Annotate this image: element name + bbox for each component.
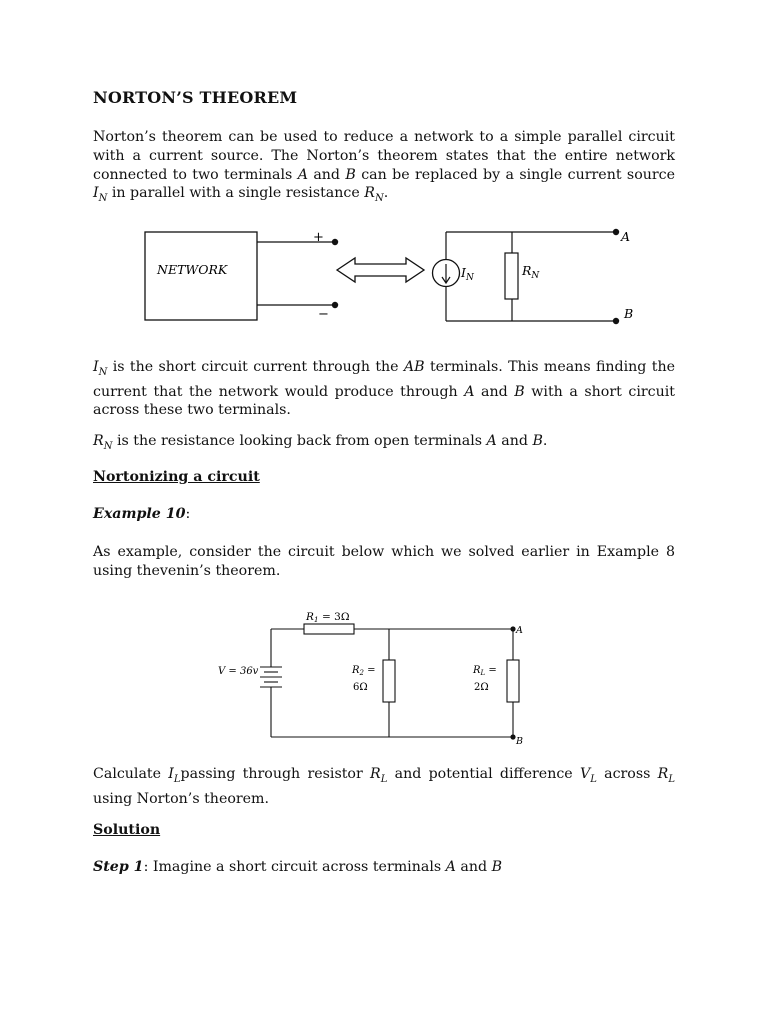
r2-value: 6Ω [353,682,368,693]
rl-label: $R_L$ = [473,665,497,677]
minus-sign: − [318,307,329,322]
double-arrow [337,258,424,282]
terminal-a [510,626,515,631]
rn-description: $R_N$ is the resistance looking back from open terminals A and B. [93,433,548,452]
example-heading: Example 10: [93,506,191,522]
example-paragraph: As example, consider the circuit below which we solved earlier in Example 8 using thevenin’s theorem. [93,544,675,579]
intro-paragraph: Norton’s theorem can be used to reduce a network to a simple parallel circuit with a current source. The Norton’s theorem states that the entire network connected to two terminals A and B can be replaced by a single current source $I_N$ in parallel with a single resistance $R_N$. [93,129,676,205]
r1-resistor [304,624,354,634]
in-description: $I_N$ is the short circuit current through the AB terminals. This means finding the current that the network would produce through A and B with a short circuit across these two terminals. [93,359,675,419]
terminal-a [613,229,619,235]
page-title: NORTON’S THEOREM [93,88,298,107]
terminal-b [510,734,515,739]
rl-resistor [507,660,519,702]
step1-paragraph: Step 1: Imagine a short circuit across terminals A and B [93,859,503,875]
rn-resistor [505,253,518,299]
section-heading-nortonizing: Nortonizing a circuit [93,469,260,485]
in-label: $I_N$ [461,265,474,283]
rn-label: $R_N$ [522,263,540,281]
r1-label: R1 = 3Ω [306,611,350,624]
r2-label: $R_2$ = [352,665,376,677]
terminal-b-label: B [516,736,523,747]
example-circuit-diagram [210,600,540,750]
calculate-paragraph: Calculate $I_Lpassing$ through resistor $R_L$ and potential difference $V_L$ across $R_L$ using Norton’s theorem. [93,766,675,807]
terminal-plus [332,239,338,245]
solution-heading: Solution [93,822,161,838]
voltage-label: V = 36v [218,666,259,677]
terminal-a-label: A [516,625,523,636]
terminal-a-label: A [621,229,631,244]
r2-resistor [383,660,395,702]
norton-equivalent-diagram [130,220,650,335]
terminal-b [613,318,619,324]
terminal-minus [332,302,338,308]
rl-value: 2Ω [474,682,489,693]
plus-sign: + [313,230,324,245]
terminal-b-label: B [624,306,634,321]
network-label: NETWORK [157,262,228,277]
